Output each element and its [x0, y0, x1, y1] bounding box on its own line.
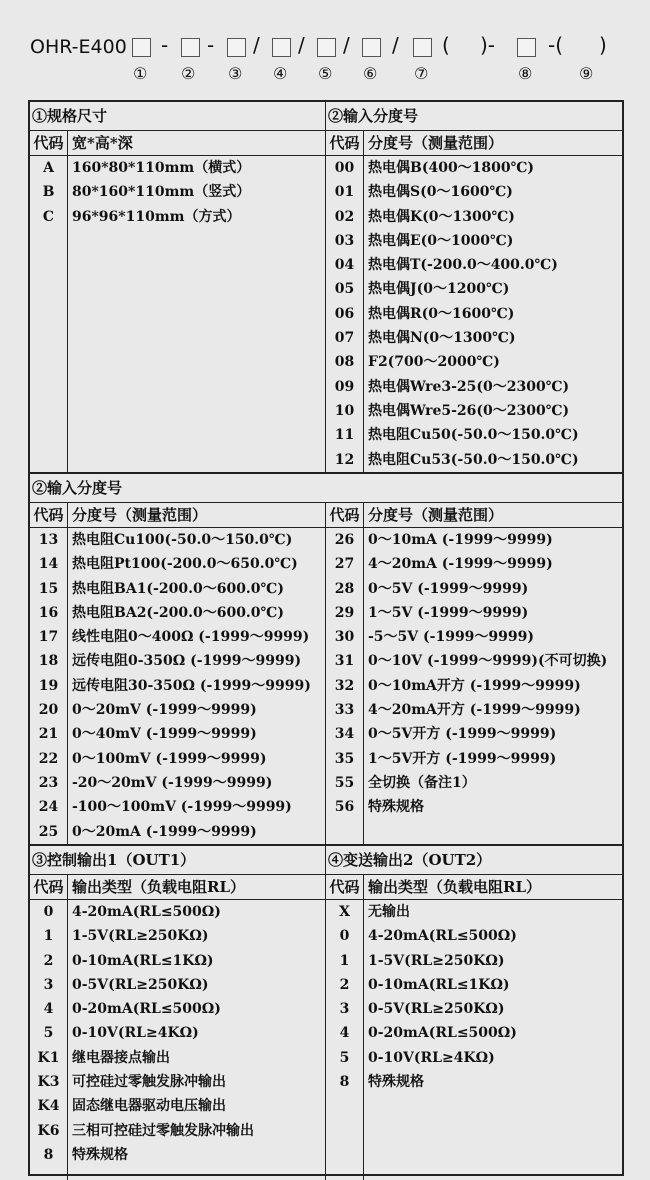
separator: -: [161, 33, 169, 57]
row-description: 0-20mA(RL≤500Ω): [368, 1025, 517, 1042]
row-code: 0: [43, 904, 54, 920]
row-code: 4: [339, 1025, 350, 1042]
section-title-transmit-output: ④变送输出2（OUT2）: [328, 851, 492, 869]
row-code: 14: [38, 556, 59, 573]
row-code: 33: [334, 702, 355, 719]
field-box-7[interactable]: [413, 38, 432, 57]
field-number-1: ①: [133, 64, 148, 83]
row-code: B: [42, 184, 55, 201]
field-number-4: ④: [273, 64, 288, 83]
row-description: 0～20mA (-1999～9999): [72, 823, 257, 840]
row-description: 热电阻Cu53(-50.0～150.0℃): [368, 451, 579, 468]
row-description: 热电偶K(0～1300℃): [368, 208, 515, 225]
row-code: [326, 820, 363, 844]
separator: /: [253, 33, 260, 57]
row-code: 1: [43, 928, 54, 945]
row-description: -100～100mV (-1999～9999): [72, 799, 292, 816]
output-table: [28, 846, 624, 1176]
row-code: 18: [38, 653, 59, 670]
row-description: 热电偶R(0～1600℃): [368, 305, 515, 322]
input-list-right: [326, 528, 622, 844]
row-description: 远传电阻0-350Ω (-1999～9999): [72, 653, 302, 670]
row-description: 0-20mA(RL≤500Ω): [72, 1001, 221, 1018]
field-number-7: ⑦: [414, 64, 429, 83]
row-description: 热电阻BA1(-200.0～600.0℃): [72, 580, 284, 597]
row-description: 0～40mV (-1999～9999): [72, 726, 257, 743]
row-description: 0～5V开方 (-1999～9999): [368, 726, 557, 743]
separator: ): [599, 33, 607, 57]
column-header-code: 代码: [30, 503, 68, 527]
row-code: [326, 1119, 363, 1143]
row-description: 1～5V (-1999～9999): [368, 604, 529, 621]
row-description: 特殊规格: [72, 1146, 128, 1163]
row-code: 55: [334, 774, 355, 791]
row-description: 0-5V(RL≥250KΩ): [72, 976, 209, 993]
row-code: 03: [334, 232, 355, 249]
size-list: [30, 156, 326, 474]
column-header-left: [30, 875, 326, 899]
row-description: 热电偶J(0～1200℃): [368, 281, 510, 298]
row-description: [368, 1143, 622, 1167]
row-code: 23: [38, 774, 59, 791]
row-code: 5: [43, 1025, 54, 1042]
column-header-desc: 宽*高*深: [72, 134, 133, 152]
row-code: 4: [43, 1001, 54, 1018]
row-code: 29: [334, 604, 355, 621]
separator: -: [207, 33, 215, 57]
row-description: 160*80*110mm（横式）: [72, 160, 251, 176]
row-description: 热电偶Wre3-25(0～2300℃): [368, 378, 570, 395]
column-header-desc: 输出类型（负载电阻RL）: [368, 878, 542, 896]
row-description: 三相可控硅过零触发脉冲输出: [72, 1122, 254, 1139]
code-column: [30, 528, 68, 844]
column-header-desc: 输出类型（负载电阻RL）: [72, 878, 246, 896]
separator: /: [298, 33, 305, 57]
row-code: 02: [334, 208, 355, 225]
column-header-right: [326, 131, 622, 155]
column-header-desc: 分度号（测量范围）: [368, 506, 504, 524]
row-description: 热电阻Pt100(-200.0～650.0℃): [72, 556, 298, 573]
field-box-2[interactable]: [181, 38, 200, 57]
row-code: 07: [334, 330, 355, 347]
field-number-5: ⑤: [318, 64, 333, 83]
row-code: 04: [334, 257, 355, 274]
column-header-desc: 分度号（测量范围）: [72, 506, 208, 524]
row-description: 0-5V(RL≥250KΩ): [368, 1001, 505, 1018]
input-range-table: [28, 474, 624, 846]
row-code: K6: [37, 1122, 60, 1139]
row-description: 特殊规格: [368, 799, 424, 816]
row-code: 12: [334, 451, 355, 468]
model-code-line: [0, 0, 650, 100]
row-code: [326, 1143, 363, 1167]
column-header-code: 代码: [30, 131, 68, 155]
row-description: 继电器接点输出: [72, 1049, 170, 1066]
row-code: 05: [334, 281, 355, 298]
row-code: 56: [334, 799, 355, 816]
row-description: 1-5V(RL≥250KΩ): [72, 928, 209, 945]
row-code: 25: [38, 823, 59, 840]
desc-column: [364, 156, 622, 474]
row-code: K3: [37, 1074, 60, 1091]
row-description: 远传电阻30-350Ω (-1999～9999): [72, 677, 311, 694]
row-description: [368, 820, 622, 844]
row-description: 0-10mA(RL≤1KΩ): [72, 952, 214, 969]
row-code: 11: [334, 427, 355, 444]
row-code: 13: [38, 532, 59, 548]
code-column: [326, 528, 364, 844]
row-description: 0～10mA (-1999～9999): [368, 532, 553, 548]
row-code: C: [42, 208, 55, 225]
code-column: [30, 156, 68, 474]
field-box-3[interactable]: [227, 38, 246, 57]
row-description: 1～5V开方 (-1999～9999): [368, 750, 557, 767]
desc-column: [68, 156, 325, 474]
row-code: 24: [38, 799, 59, 816]
field-number-3: ③: [228, 64, 243, 83]
column-header-code: 代码: [326, 875, 364, 899]
field-number-6: ⑥: [363, 64, 378, 83]
row-description: 4-20mA(RL≤500Ω): [368, 928, 517, 945]
field-box-5[interactable]: [317, 38, 336, 57]
row-code: K4: [37, 1098, 60, 1115]
row-description: 热电偶S(0～1600℃): [368, 184, 513, 201]
row-description: 热电偶Wre5-26(0～2300℃): [368, 402, 570, 419]
row-code: 35: [334, 750, 355, 767]
section-title-size: ①规格尺寸: [30, 102, 326, 130]
row-code: 19: [38, 677, 59, 694]
code-column: [30, 900, 68, 1180]
row-description: 固态继电器驱动电压输出: [72, 1098, 226, 1115]
field-number-2: ②: [181, 64, 196, 83]
table-body: [30, 156, 622, 474]
field-box-8[interactable]: [517, 38, 536, 57]
row-code: 8: [43, 1146, 54, 1163]
table-section-header: [30, 102, 622, 131]
separator: (: [442, 33, 450, 57]
code-column: [326, 156, 364, 474]
row-code: 17: [38, 629, 59, 646]
row-code: 20: [38, 702, 59, 719]
row-code: 5: [339, 1049, 350, 1066]
row-code: 2: [43, 952, 54, 969]
row-code: 06: [334, 305, 355, 322]
table-section-header: [30, 474, 622, 503]
row-description: 0～5V (-1999～9999): [368, 580, 529, 597]
row-code: 01: [334, 184, 355, 201]
row-description: 0～10mA开方 (-1999～9999): [368, 677, 581, 694]
row-description: 热电偶B(400～1800℃): [368, 160, 535, 176]
field-number-8: ⑧: [518, 64, 533, 83]
row-description: 热电偶E(0～1000℃): [368, 232, 514, 249]
separator: /: [343, 33, 350, 57]
row-description: 热电偶T(-200.0～400.0℃): [368, 257, 558, 274]
desc-column: [364, 900, 622, 1180]
row-description: -5～5V (-1999～9999): [368, 629, 535, 646]
row-description: 0～100mV (-1999～9999): [72, 750, 267, 767]
row-description: 热电阻Cu100(-50.0～150.0℃): [72, 532, 293, 548]
model-code: OHR-E400: [30, 36, 127, 58]
row-description: 0～10V (-1999～9999)(不可切换): [368, 653, 608, 670]
row-description: 4～20mA开方 (-1999～9999): [368, 702, 581, 719]
row-code: [326, 1094, 363, 1118]
row-code: 34: [334, 726, 355, 743]
row-code: 30: [334, 629, 355, 646]
row-description: 0-10V(RL≥4KΩ): [72, 1025, 199, 1042]
row-description: 80*160*110mm（竖式）: [72, 184, 251, 201]
row-code: 8: [339, 1074, 350, 1091]
row-code: 00: [334, 160, 355, 176]
row-code: 16: [38, 604, 59, 621]
separator: /: [392, 33, 399, 57]
field-number-9: ⑨: [579, 64, 594, 83]
row-description: 0～20mV (-1999～9999): [72, 702, 257, 719]
row-description: [368, 1094, 622, 1118]
column-header-left: [30, 131, 326, 155]
row-description: 热电阻BA2(-200.0～600.0℃): [72, 604, 284, 621]
row-code: 2: [339, 976, 350, 993]
column-header-right: [326, 503, 622, 527]
row-description: 96*96*110mm（方式）: [72, 208, 241, 225]
row-code: 32: [334, 677, 355, 694]
column-header-left: [30, 503, 326, 527]
row-code: 27: [334, 556, 355, 573]
table-body: [30, 528, 622, 844]
row-code: 0: [339, 928, 350, 945]
row-code: 31: [334, 653, 355, 670]
table-column-header: [30, 131, 622, 156]
desc-column: [68, 528, 325, 844]
spec-size-input-table: [28, 100, 624, 474]
separator: -(: [548, 33, 564, 57]
section-title-control-output: ③控制输出1（OUT1）: [30, 846, 326, 874]
transmit-output-list: [326, 900, 622, 1180]
row-code: 08: [334, 354, 355, 371]
row-description: 0-10V(RL≥4KΩ): [368, 1049, 495, 1066]
column-header-right: [326, 875, 622, 899]
row-description: 热电阻Cu50(-50.0～150.0℃): [368, 427, 579, 444]
row-code: 10: [334, 402, 355, 419]
row-description: 可控硅过零触发脉冲输出: [72, 1074, 226, 1091]
row-code: 09: [334, 378, 355, 395]
table-column-header: [30, 503, 622, 528]
desc-column: [364, 528, 622, 844]
input-list-left: [30, 528, 326, 844]
row-description: -20～20mV (-1999～9999): [72, 774, 273, 791]
input-list: [326, 156, 622, 474]
table-body: [30, 900, 622, 1180]
row-code: 28: [334, 580, 355, 597]
row-description: 线性电阻0～400Ω (-1999～9999): [72, 629, 310, 646]
row-description: 4～20mA (-1999～9999): [368, 556, 553, 573]
table-section-header: [30, 846, 622, 875]
row-description: 0-10mA(RL≤1KΩ): [368, 976, 510, 993]
row-code: A: [43, 160, 54, 176]
row-code: 15: [38, 580, 59, 597]
row-description: 全切换（备注1）: [368, 774, 476, 791]
column-header-code: 代码: [326, 131, 364, 155]
field-box-1[interactable]: [132, 38, 151, 57]
control-output-list: [30, 900, 326, 1180]
row-description: 热电偶N(0～1300℃): [368, 330, 516, 347]
desc-column: [68, 900, 325, 1180]
row-description: 特殊规格: [368, 1074, 424, 1091]
separator: )-: [480, 33, 496, 57]
column-header-code: 代码: [30, 875, 68, 899]
field-box-4[interactable]: [272, 38, 291, 57]
table-column-header: [30, 875, 622, 900]
section-title-input: ②输入分度号: [328, 107, 419, 125]
row-description: F2(700～2000℃): [368, 354, 500, 371]
row-code: 1: [339, 952, 350, 969]
column-header-desc: 分度号（测量范围）: [368, 134, 504, 152]
row-description: 无输出: [368, 904, 410, 920]
row-description: 4-20mA(RL≤500Ω): [72, 904, 221, 920]
row-code: K1: [37, 1049, 60, 1066]
field-box-6[interactable]: [362, 38, 381, 57]
row-code: X: [339, 904, 350, 920]
row-code: 21: [38, 726, 59, 743]
column-header-code: 代码: [326, 503, 364, 527]
row-code: 3: [339, 1001, 350, 1018]
row-description: 1-5V(RL≥250KΩ): [368, 952, 505, 969]
row-code: 22: [38, 750, 59, 767]
section-title-input-2: ②输入分度号: [32, 479, 123, 497]
row-code: 26: [334, 532, 355, 548]
row-description: [368, 1119, 622, 1143]
row-code: 3: [43, 976, 54, 993]
code-column: [326, 900, 364, 1180]
